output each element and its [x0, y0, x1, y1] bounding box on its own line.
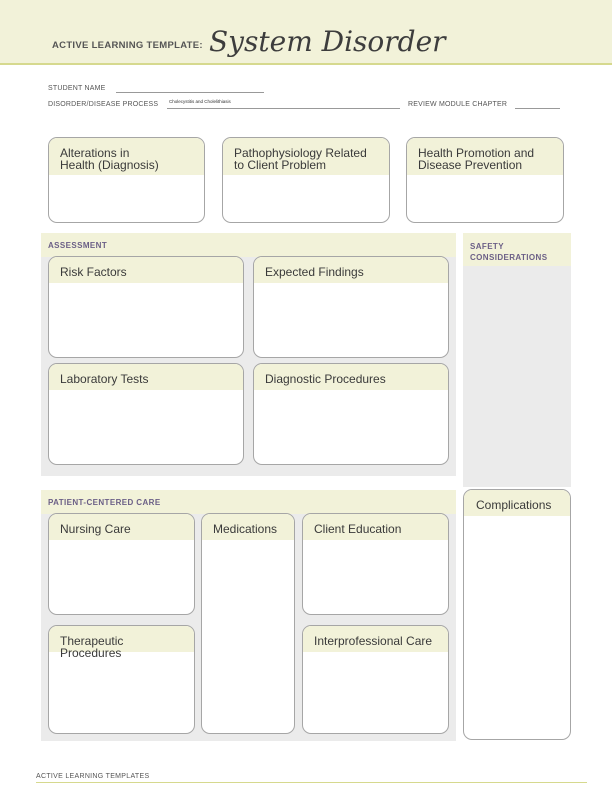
patient-centered-care-title: PATIENT-CENTERED CARE: [48, 498, 161, 507]
diagnostic-procedures-box[interactable]: [253, 363, 449, 465]
student-name-label: STUDENT NAME: [48, 85, 106, 92]
expected-findings-box[interactable]: [253, 256, 449, 358]
review-chapter-field[interactable]: [515, 108, 560, 109]
pathophysiology-label: Pathophysiology Related to Client Problem: [223, 138, 389, 175]
health-promotion-label: Health Promotion and Disease Prevention: [407, 138, 563, 175]
alterations-in-health-box[interactable]: [48, 137, 205, 223]
disorder-label: DISORDER/DISEASE PROCESS: [48, 101, 159, 108]
therapeutic-procedures-label: Therapeutic Procedures: [49, 626, 194, 652]
review-chapter-label: REVIEW MODULE CHAPTER: [408, 101, 508, 108]
complications-label: Complications: [464, 490, 570, 516]
client-education-label: Client Education: [303, 514, 448, 540]
disorder-field[interactable]: [167, 99, 400, 109]
alterations-in-health-label: Alterations in Health (Diagnosis): [49, 138, 204, 175]
safety-considerations-title: SAFETY CONSIDERATIONS: [470, 242, 548, 262]
template-label: ACTIVE LEARNING TEMPLATE:: [52, 40, 203, 51]
interprofessional-care-label: Interprofessional Care: [303, 626, 448, 652]
client-education-box[interactable]: [302, 513, 449, 615]
footer-divider: [36, 782, 587, 783]
diagnostic-procedures-label: Diagnostic Procedures: [254, 364, 448, 390]
risk-factors-label: Risk Factors: [49, 257, 243, 283]
complications-box[interactable]: [463, 489, 571, 740]
medications-box[interactable]: [201, 513, 295, 734]
laboratory-tests-box[interactable]: [48, 363, 244, 465]
disorder-value: Cholecystitis and Cholelithiasis: [169, 99, 231, 104]
header-divider: [0, 63, 612, 65]
pathophysiology-box[interactable]: [222, 137, 390, 223]
expected-findings-label: Expected Findings: [254, 257, 448, 283]
risk-factors-box[interactable]: [48, 256, 244, 358]
therapeutic-procedures-box[interactable]: [48, 625, 195, 734]
footer-text: ACTIVE LEARNING TEMPLATES: [36, 773, 150, 780]
nursing-care-label: Nursing Care: [49, 514, 194, 540]
interprofessional-care-box[interactable]: [302, 625, 449, 734]
assessment-title: ASSESSMENT: [48, 241, 108, 250]
student-name-field[interactable]: [116, 92, 264, 93]
laboratory-tests-label: Laboratory Tests: [49, 364, 243, 390]
nursing-care-box[interactable]: [48, 513, 195, 615]
page-title: System Disorder: [209, 25, 446, 58]
health-promotion-box[interactable]: [406, 137, 564, 223]
medications-label: Medications: [202, 514, 294, 540]
safety-considerations-panel[interactable]: [463, 233, 571, 487]
